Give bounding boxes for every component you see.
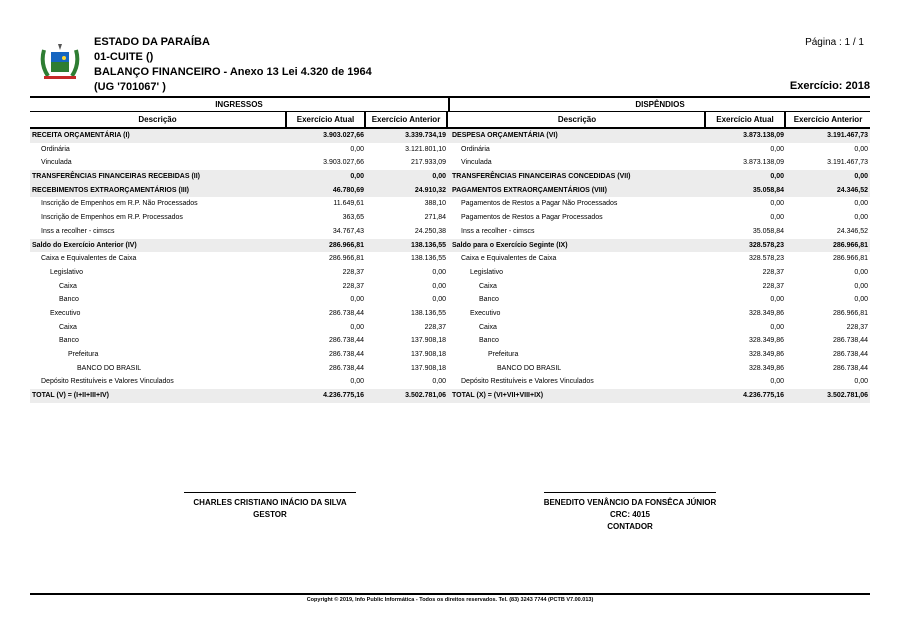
row-previous: 286.966,81 — [832, 309, 868, 317]
row-label: Depósito Restituíveis e Valores Vinculados — [41, 378, 174, 386]
row-previous: 0,00 — [432, 282, 446, 290]
table-row — [30, 389, 450, 403]
row-label: RECEBIMENTOS EXTRAORÇAMENTÁRIOS (III) — [32, 186, 189, 194]
row-previous: 137.908,18 — [410, 337, 446, 345]
col-previous: Exercício Anterior — [366, 112, 448, 127]
table-row — [450, 156, 870, 170]
row-previous: 138.136,55 — [410, 241, 446, 249]
signature-gestor — [180, 492, 360, 521]
row-current: 0,00 — [350, 323, 364, 331]
row-previous: 388,10 — [424, 200, 446, 208]
row-current: 0,00 — [770, 323, 784, 331]
table-row — [30, 334, 450, 348]
table-row — [450, 389, 870, 403]
row-current: 0,00 — [770, 378, 784, 386]
row-current: 11.649,61 — [333, 200, 364, 208]
row-current: 228,37 — [342, 268, 364, 276]
table-row — [450, 348, 870, 362]
row-label: Vinculada — [461, 159, 492, 167]
row-previous: 0,00 — [854, 200, 868, 208]
entity-name: 01-CUITE () — [94, 51, 154, 63]
ingressos-title: INGRESSOS — [30, 98, 450, 112]
table-row — [450, 225, 870, 239]
row-label: Depósito Restituíveis e Valores Vinculados — [461, 378, 594, 386]
report-title: BALANÇO FINANCEIRO - Anexo 13 Lei 4.320 de 1964 — [94, 66, 372, 78]
row-current: 228,37 — [342, 282, 364, 290]
row-current: 0,00 — [770, 145, 784, 153]
signer-name: CHARLES CRISTIANO INÁCIO DA SILVA — [193, 498, 347, 507]
row-current: 328.349,86 — [748, 309, 784, 317]
row-label: Banco — [59, 337, 79, 345]
row-previous: 3.502.781,06 — [405, 392, 446, 400]
table-row — [450, 129, 870, 143]
col-desc: Descrição — [450, 112, 706, 127]
row-label: Banco — [59, 296, 79, 304]
signer-role: CONTADOR — [607, 522, 653, 531]
dispendios-table — [450, 96, 870, 403]
row-current: 328.349,86 — [748, 351, 784, 358]
col-current: Exercício Atual — [287, 112, 366, 127]
row-label: PAGAMENTOS EXTRAORÇAMENTÁRIOS (VIII) — [452, 186, 607, 194]
row-label: BANCO DO BRASIL — [77, 364, 142, 372]
table-row — [30, 239, 450, 253]
table-row — [30, 362, 450, 376]
table-row — [450, 280, 870, 294]
row-current: 0,00 — [770, 214, 784, 222]
row-label: TOTAL (X) = (VI+VII+VIII+IX) — [452, 392, 544, 400]
row-label: Caixa — [59, 323, 77, 331]
row-previous: 3.191.467,73 — [827, 159, 868, 167]
row-current: 328.349,86 — [748, 337, 784, 345]
row-current: 35.058,84 — [752, 186, 784, 194]
row-previous: 0,00 — [432, 173, 446, 181]
row-label: Saldo para o Exercício Seginte (IX) — [452, 241, 568, 249]
row-label: Prefeitura — [488, 351, 519, 358]
row-label: RECEITA ORÇAMENTÁRIA (I) — [32, 132, 130, 139]
table-row — [30, 170, 450, 184]
signer-crc: CRC: 4015 — [609, 510, 650, 519]
row-label: Inscrição de Empenhos em R.P. Não Processados — [41, 200, 198, 208]
row-current: 3.873.138,09 — [743, 132, 784, 139]
table-row — [30, 321, 450, 335]
row-label: Caixa — [479, 282, 497, 290]
row-label: TRANSFERÊNCIAS FINANCEIRAS RECEBIDAS (II) — [32, 173, 201, 181]
table-row — [30, 225, 450, 239]
row-current: 34.767,43 — [332, 227, 364, 235]
row-current: 328.578,23 — [748, 241, 784, 249]
row-previous: 0,00 — [854, 282, 868, 290]
row-label: Caixa e Equivalentes de Caixa — [461, 255, 557, 263]
row-label: Pagamentos de Restos a Pagar Processados — [461, 214, 603, 222]
row-current: 0,00 — [350, 145, 364, 153]
signature-line — [544, 492, 716, 493]
table-row — [30, 293, 450, 307]
footer-copyright: Copyright © 2019, Info Public Informática - Todos os direitos reservados. Tel. (83) 3243 7744 (PCTB V7.00.013) — [306, 597, 594, 603]
dispendios-header — [450, 112, 870, 129]
row-label: Inscrição de Empenhos em R.P. Processados — [41, 214, 183, 222]
row-current: 228,37 — [762, 282, 784, 290]
row-current: 363,65 — [342, 214, 364, 222]
row-label: Prefeitura — [68, 351, 99, 358]
row-label: DESPESA ORÇAMENTÁRIA (VI) — [452, 132, 558, 139]
table-row — [30, 197, 450, 211]
row-previous: 0,00 — [854, 214, 868, 222]
row-previous: 138.136,55 — [410, 255, 446, 263]
table-row — [30, 348, 450, 362]
row-label: TRANSFERÊNCIAS FINANCEIRAS CONCEDIDAS (VII) — [452, 173, 631, 181]
row-previous: 286.738,44 — [832, 364, 868, 372]
row-current: 46.780,69 — [332, 186, 364, 194]
row-current: 3.873.138,09 — [743, 159, 784, 167]
row-previous: 24.910,32 — [414, 186, 446, 194]
row-current: 0,00 — [770, 200, 784, 208]
table-row — [450, 252, 870, 266]
row-current: 0,00 — [770, 173, 784, 181]
ingressos-header — [30, 112, 450, 129]
table-row — [450, 170, 870, 184]
row-current: 328.578,23 — [748, 255, 784, 263]
row-label: Legislativo — [50, 268, 84, 276]
row-current: 0,00 — [770, 296, 784, 304]
row-label: Legislativo — [470, 268, 504, 276]
table-row — [30, 280, 450, 294]
table-row — [30, 211, 450, 225]
table-row — [30, 307, 450, 321]
row-label: Ordinária — [41, 145, 70, 153]
coat-of-arms-logo — [38, 42, 82, 82]
row-previous: 137.908,18 — [410, 364, 446, 372]
row-current: 286.966,81 — [328, 241, 364, 249]
row-current: 4.236.775,16 — [323, 392, 364, 400]
row-previous: 137.908,18 — [410, 351, 446, 358]
row-previous: 3.339.734,19 — [405, 132, 446, 139]
exercise-year: Exercício: 2018 — [789, 80, 870, 92]
row-label: Inss a recolher - cimscs — [41, 227, 115, 235]
row-label: Banco — [479, 296, 499, 304]
table-row — [450, 362, 870, 376]
row-label: BANCO DO BRASIL — [497, 364, 562, 372]
table-row — [450, 239, 870, 253]
row-label: Caixa e Equivalentes de Caixa — [41, 255, 137, 263]
row-label: Pagamentos de Restos a Pagar Não Processados — [461, 200, 618, 208]
row-previous: 217.933,09 — [410, 159, 446, 167]
col-previous: Exercício Anterior — [793, 115, 863, 124]
table-row — [30, 266, 450, 280]
table-row — [450, 307, 870, 321]
row-previous: 0,00 — [432, 378, 446, 386]
table-row — [30, 184, 450, 198]
row-previous: 0,00 — [432, 268, 446, 276]
row-previous: 0,00 — [854, 268, 868, 276]
table-row — [30, 129, 450, 143]
row-previous: 3.191.467,73 — [827, 132, 868, 139]
row-current: 0,00 — [350, 173, 364, 181]
page-number: Página : 1 / 1 — [805, 37, 864, 48]
table-row — [30, 375, 450, 389]
row-label: Vinculada — [41, 159, 72, 167]
row-current: 328.349,86 — [748, 364, 784, 372]
dispendios-title: DISPÊNDIOS — [450, 98, 870, 112]
table-row — [450, 143, 870, 157]
signer-role: GESTOR — [253, 510, 287, 519]
row-previous: 286.966,81 — [832, 241, 868, 249]
row-label: Executivo — [50, 309, 81, 317]
row-current: 286.966,81 — [328, 255, 364, 263]
row-previous: 271,84 — [424, 214, 446, 222]
table-row — [450, 266, 870, 280]
row-previous: 24.346,52 — [836, 186, 868, 194]
table-row — [450, 375, 870, 389]
row-previous: 0,00 — [854, 296, 868, 304]
row-label: Caixa — [59, 282, 77, 290]
row-current: 35.058,84 — [752, 227, 784, 235]
table-row — [30, 252, 450, 266]
ingressos-table — [30, 96, 450, 403]
table-row — [450, 211, 870, 225]
row-current: 286.738,44 — [328, 351, 364, 358]
table-row — [450, 197, 870, 211]
row-current: 0,00 — [350, 296, 364, 304]
row-current: 3.903.027,66 — [323, 159, 364, 167]
table-row — [30, 156, 450, 170]
row-current: 286.738,44 — [328, 337, 364, 345]
row-previous: 228,37 — [424, 323, 446, 331]
ug-code: (UG '701067' ) — [94, 81, 166, 93]
footer-divider — [30, 593, 870, 595]
row-previous: 24.346,52 — [836, 227, 868, 235]
row-label: Saldo do Exercício Anterior (IV) — [32, 241, 137, 249]
row-label: Ordinária — [461, 145, 490, 153]
row-previous: 3.121.801,10 — [405, 145, 446, 153]
row-current: 3.903.027,66 — [323, 132, 364, 139]
row-previous: 0,00 — [854, 145, 868, 153]
state-name: ESTADO DA PARAÍBA — [94, 36, 210, 48]
row-label: Inss a recolher - cimscs — [461, 227, 535, 235]
row-current: 4.236.775,16 — [743, 392, 784, 400]
row-previous: 286.738,44 — [832, 337, 868, 345]
row-previous: 0,00 — [854, 173, 868, 181]
row-previous: 138.136,55 — [410, 309, 446, 317]
row-label: Caixa — [479, 323, 497, 331]
row-label: Banco — [479, 337, 499, 345]
table-row — [450, 184, 870, 198]
row-previous: 24.250,38 — [414, 227, 446, 235]
row-current: 286.738,44 — [328, 309, 364, 317]
col-desc: Descrição — [30, 112, 287, 127]
row-current: 0,00 — [350, 378, 364, 386]
row-label: TOTAL (V) = (I+II+III+IV) — [32, 392, 110, 400]
signer-name: BENEDITO VENÂNCIO DA FONSÊCA JÚNIOR — [543, 498, 717, 507]
row-previous: 228,37 — [846, 323, 868, 331]
table-row — [450, 321, 870, 335]
row-previous: 3.502.781,06 — [827, 392, 868, 400]
row-previous: 0,00 — [854, 378, 868, 386]
signature-contador — [530, 492, 730, 533]
table-row — [30, 143, 450, 157]
row-previous: 286.966,81 — [832, 255, 868, 263]
row-previous: 0,00 — [432, 296, 446, 304]
row-current: 228,37 — [762, 268, 784, 276]
table-row — [450, 334, 870, 348]
signature-line — [184, 492, 356, 493]
table-row — [450, 293, 870, 307]
row-label: Executivo — [470, 309, 501, 317]
row-current: 286.738,44 — [328, 364, 364, 372]
row-previous: 286.738,44 — [832, 351, 868, 358]
col-current: Exercício Atual — [706, 112, 786, 127]
